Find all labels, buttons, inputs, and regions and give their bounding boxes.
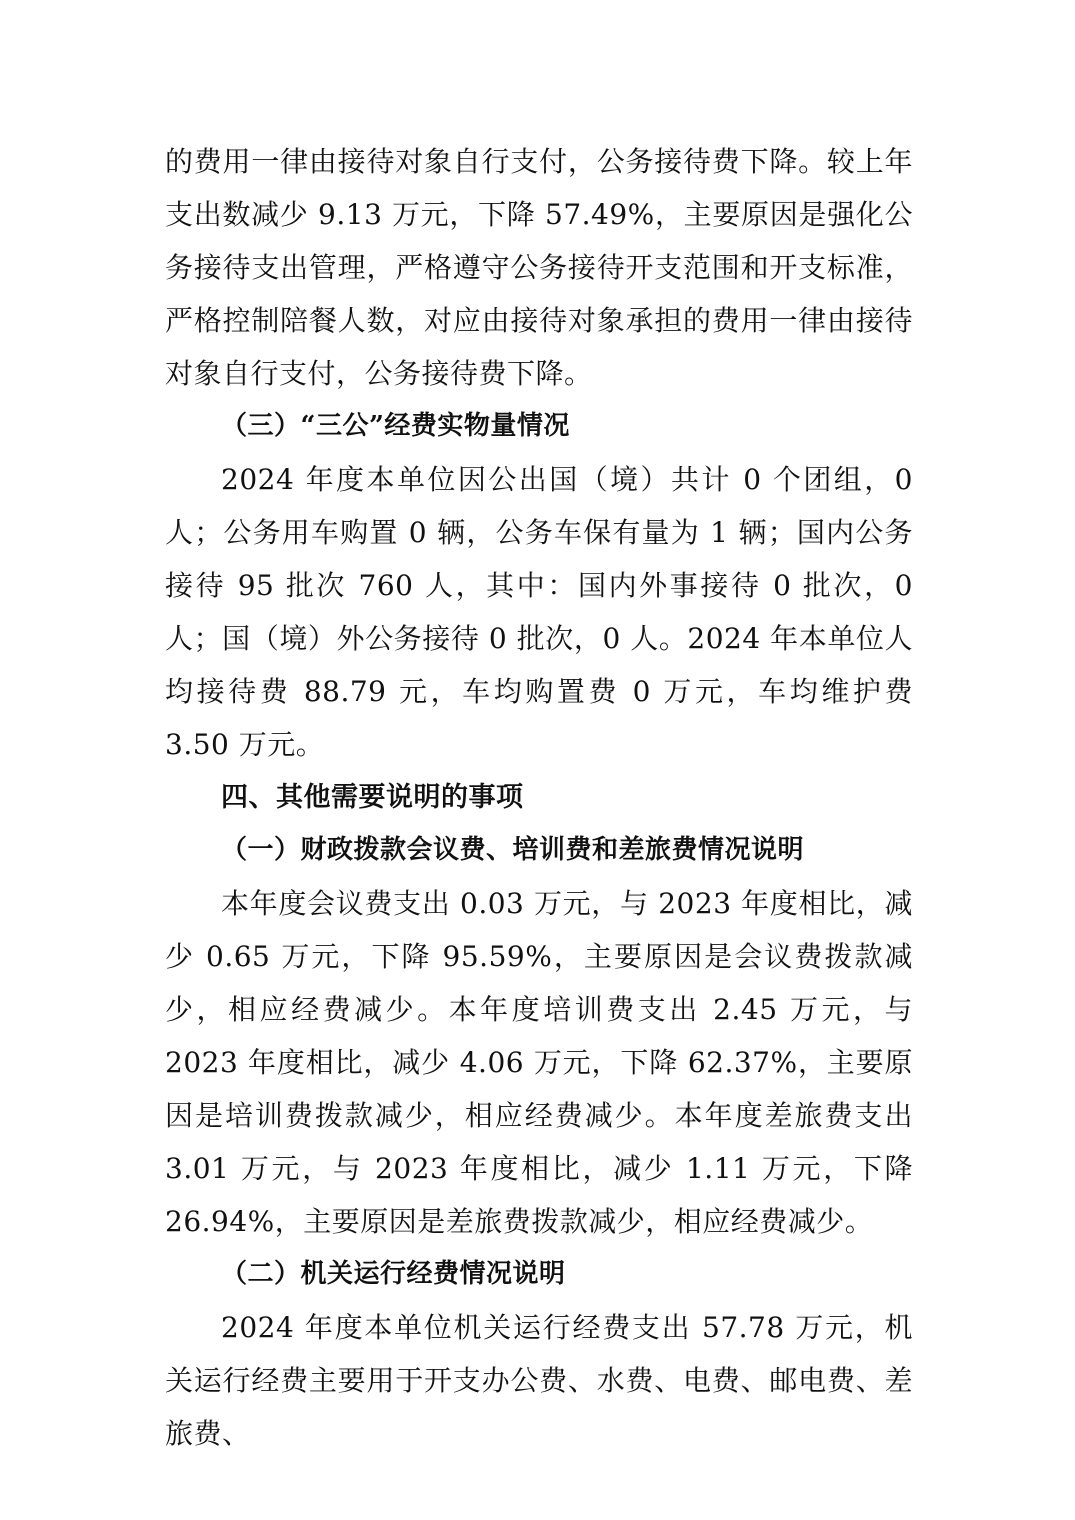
part-4-heading: 四、其他需要说明的事项 bbox=[221, 782, 524, 813]
section-3-paragraph: 2024 年度本单位因公出国（境）共计 0 个团组，0 人；公务用车购置 0 辆，公务车保有量为 1 辆；国内公务接待 95 批次 760 人，其中：国内外事接待 0 批次，0 人；国（境）外公务接待 0 批次，0 人。2024 年本单位人均接待费 88.79 元，车均购置费 0 万元，车均维护费 3.50 万元。 bbox=[165, 463, 913, 761]
document-page bbox=[165, 135, 913, 1460]
part-4-sub1-heading: （一）财政拨款会议费、培训费和差旅费情况说明 bbox=[221, 835, 805, 865]
section-3-heading: （三）“三公”经费实物量情况 bbox=[221, 411, 570, 441]
paragraph-continued: 的费用一律由接待对象自行支付，公务接待费下降。较上年支出数减少 9.13 万元，下降 57.49%，主要原因是强化公务接待支出管理，严格遵守公务接待开支范围和开支标准，严格控制陪餐人数，对应由接待对象承担的费用一律由接待对象自行支付，公务接待费下降。 bbox=[165, 145, 913, 390]
part-4-sub2-heading: （二）机关运行经费情况说明 bbox=[221, 1259, 566, 1289]
part-4-sub1-paragraph: 本年度会议费支出 0.03 万元，与 2023 年度相比，减少 0.65 万元，下降 95.59%，主要原因是会议费拨款减少，相应经费减少。本年度培训费支出 2.45 万元，与 2023 年度相比，减少 4.06 万元，下降 62.37%，主要原因是培训费拨款减少，相应经费减少。本年度差旅费支出 3.01 万元，与 2023 年度相比，减少 1.11 万元，下降 26.94%，主要原因是差旅费拨款减少，相应经费减少。 bbox=[165, 887, 913, 1238]
part-4-sub2-paragraph: 2024 年度本单位机关运行经费支出 57.78 万元，机关运行经费主要用于开支办公费、水费、电费、邮电费、差旅费、 bbox=[165, 1311, 913, 1450]
